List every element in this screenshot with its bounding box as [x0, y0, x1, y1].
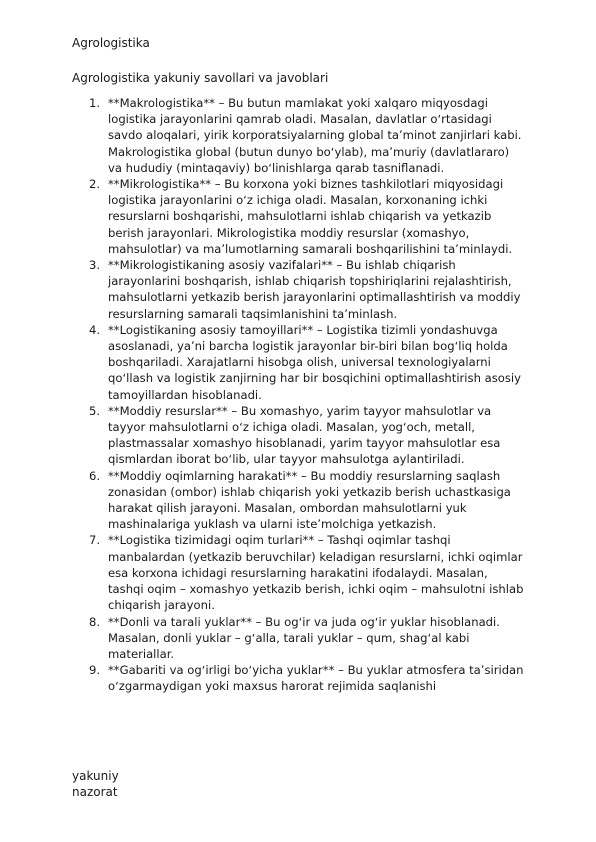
list-item-number: 8. [89, 614, 101, 629]
list-item-number: 7. [89, 533, 101, 548]
list-item-number: 4. [89, 322, 101, 337]
list-item-number: 9. [89, 663, 101, 678]
list-item-text: **Moddiy oqimlarning harakati** – Bu moddiy resurslarning saqlash zonasidan (ombor) ishlab chiqarish yoki yetkazib berish uchastkasiga harakat qilish jarayoni. Masalan, ombordan mahsulotlarni yuk mashinalariga yuklash va ularni isteʼmolchiga yetkazish. [108, 468, 511, 532]
document-heading: Agrologistika yakuniy savollari va javoblari [72, 71, 329, 85]
list-item [72, 662, 524, 694]
list-item-text: **Makrologistika** – Bu butun mamlakat yoki xalqaro miqyosdagi logistika jarayonlarini qamrab oladi. Masalan, davlatlar oʻrtasidagi savdo aloqalari, yirik korporatsiyalarning global taʼminot zanjirlari kabi. Makrologistika global (butun dunyo boʻylab), maʼmuriy (davlatlararo) va hududiy (mintaqaviy) boʻlinishlarga qarab tasniflanadi. [108, 96, 522, 175]
qa-list [72, 95, 524, 695]
list-item [72, 403, 524, 468]
list-item-number: 5. [89, 403, 101, 418]
list-item [72, 257, 524, 322]
list-item [72, 532, 524, 613]
list-item-text: **Logistikaning asosiy tamoyillari** – Logistika tizimli yondashuvga asoslanadi, yaʼni barcha logistik jarayonlar bir-biri bilan bogʻliq holda boshqariladi. Xarajatlarni hisobga olish, universal texnologiyalarni qoʻllash va logistik zanjirning har bir bosqichini optimallashtirish asosiy tamoyillardan hisoblanadi. [108, 322, 521, 402]
list-item-number: 6. [89, 468, 101, 483]
list-item-text: **Gabariti va ogʻirligi boʻyicha yuklar** – Bu yuklar atmosfera taʼsiridan oʻzgarmaydigan yoki maxsus harorat rejimida saqlanishi [108, 663, 524, 694]
list-item-text: **Donli va tarali yuklar** – Bu ogʻir va juda ogʻir yuklar hisoblanadi. Masalan, donli yuklar – gʻalla, tarali yuklar – qum, shagʻal kabi materiallar. [108, 614, 500, 661]
page-header-title: Agrologistika [72, 36, 150, 50]
page-footer-text: yakuniy nazorat [72, 769, 119, 799]
list-item [72, 176, 524, 257]
list-item-text: **Logistika tizimidagi oqim turlari** – Tashqi oqimlar tashqi manbalardan (yetkazib beruvchilar) keladigan resurslarni, ichki oqimlar esa korxona ichidagi resurslarning harakatini ifodalaydi. Masalan, tashqi oqim – xomashyo yetkazib berish, ichki oqim – mahsulotni ishlab chiqarish jarayoni. [108, 533, 524, 613]
list-item [72, 468, 524, 533]
list-item [72, 95, 524, 176]
list-item-number: 2. [89, 177, 101, 192]
list-item-text: **Moddiy resurslar** – Bu xomashyo, yarim tayyor mahsulotlar va tayyor mahsulotlarni oʻz ichiga oladi. Masalan, yogʻoch, metall, plastmassalar xomashyo hisoblanadi, yarim tayyor mahsulotlar esa qismlardan iborat boʻlib, ular tayyor mahsulotga aylantiriladi. [108, 403, 501, 467]
list-item-number: 3. [89, 258, 101, 273]
list-item-number: 1. [89, 96, 101, 110]
list-item-text: **Mikrologistikaning asosiy vazifalari** – Bu ishlab chiqarish jarayonlarini boshqarish, ishlab chiqarish topshiriqlarini rejalashtirish, mahsulotlarni yetkazib berish jarayonlarini optimallashtirish va moddiy resurslarning samarali taqsimlanishini taʼminlash. [108, 258, 521, 321]
list-item [72, 322, 524, 403]
list-item [72, 614, 524, 663]
list-item-text: **Mikrologistika** – Bu korxona yoki biznes tashkilotlari miqyosidagi logistika jarayonlarini oʻz ichiga oladi. Masalan, korxonaning ichki resurslarni boshqarishi, mahsulotlarni ishlab chiqarish va yetkazib berish jarayonlari. Mikrologistika moddiy resurslar (xomashyo, mahsulotlar) va maʼlumotlarning samarali boshqarilishini taʼminlaydi. [108, 177, 513, 256]
